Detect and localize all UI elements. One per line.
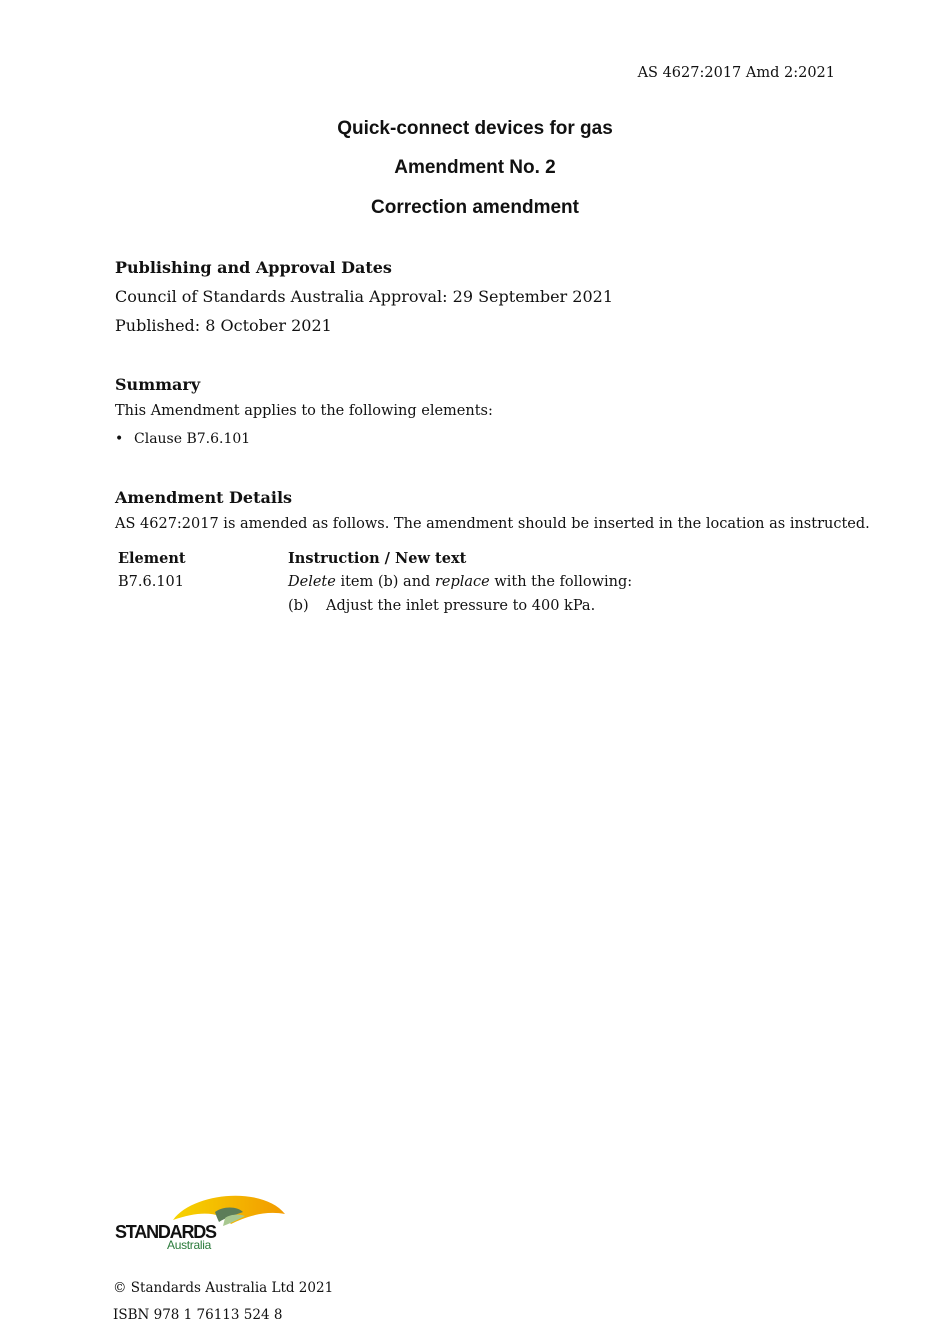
amendment-number: Amendment No. 2 [394, 157, 556, 178]
summary-intro: This Amendment applies to the following elements: [115, 403, 493, 419]
column-header-element: Element [118, 550, 186, 567]
document-code: AS 4627:2017 Amd 2:2021 [637, 65, 835, 81]
amendment-type: Correction amendment [371, 197, 579, 218]
summary-list-item [115, 431, 250, 447]
logo-wordmark: STANDARDS [115, 1222, 216, 1242]
sub-item-label: (b) [288, 598, 309, 614]
sub-item-text: Adjust the inlet pressure to 400 kPa. [326, 598, 596, 614]
details-heading: Amendment Details [115, 488, 293, 507]
summary-heading: Summary [115, 375, 201, 394]
bullet-icon: • [115, 431, 124, 447]
copyright: © Standards Australia Ltd 2021 [113, 1280, 334, 1296]
publishing-heading: Publishing and Approval Dates [115, 258, 392, 277]
standards-australia-logo [113, 1188, 288, 1254]
new-text [288, 598, 595, 614]
logo-subtitle: Australia [167, 1238, 211, 1252]
approval-date: Council of Standards Australia Approval: 29 September 2021 [115, 287, 613, 306]
document-title: Quick-connect devices for gas [337, 118, 613, 139]
column-header-instruction: Instruction / New text [288, 550, 467, 567]
instruction-cell [288, 574, 632, 590]
isbn: ISBN 978 1 76113 524 8 [113, 1307, 283, 1323]
instruction-verb-replace: replace [434, 574, 490, 590]
details-intro: AS 4627:2017 is amended as follows. The amendment should be inserted in the location as instructed. [115, 516, 870, 532]
instruction-verb-delete: Delete [288, 574, 336, 590]
instruction-end: with the following: [489, 574, 633, 590]
element-cell: B7.6.101 [118, 574, 185, 590]
published-date: Published: 8 October 2021 [115, 316, 332, 335]
instruction-middle: item (b) and [335, 574, 435, 590]
summary-item-text: Clause B7.6.101 [134, 431, 251, 447]
